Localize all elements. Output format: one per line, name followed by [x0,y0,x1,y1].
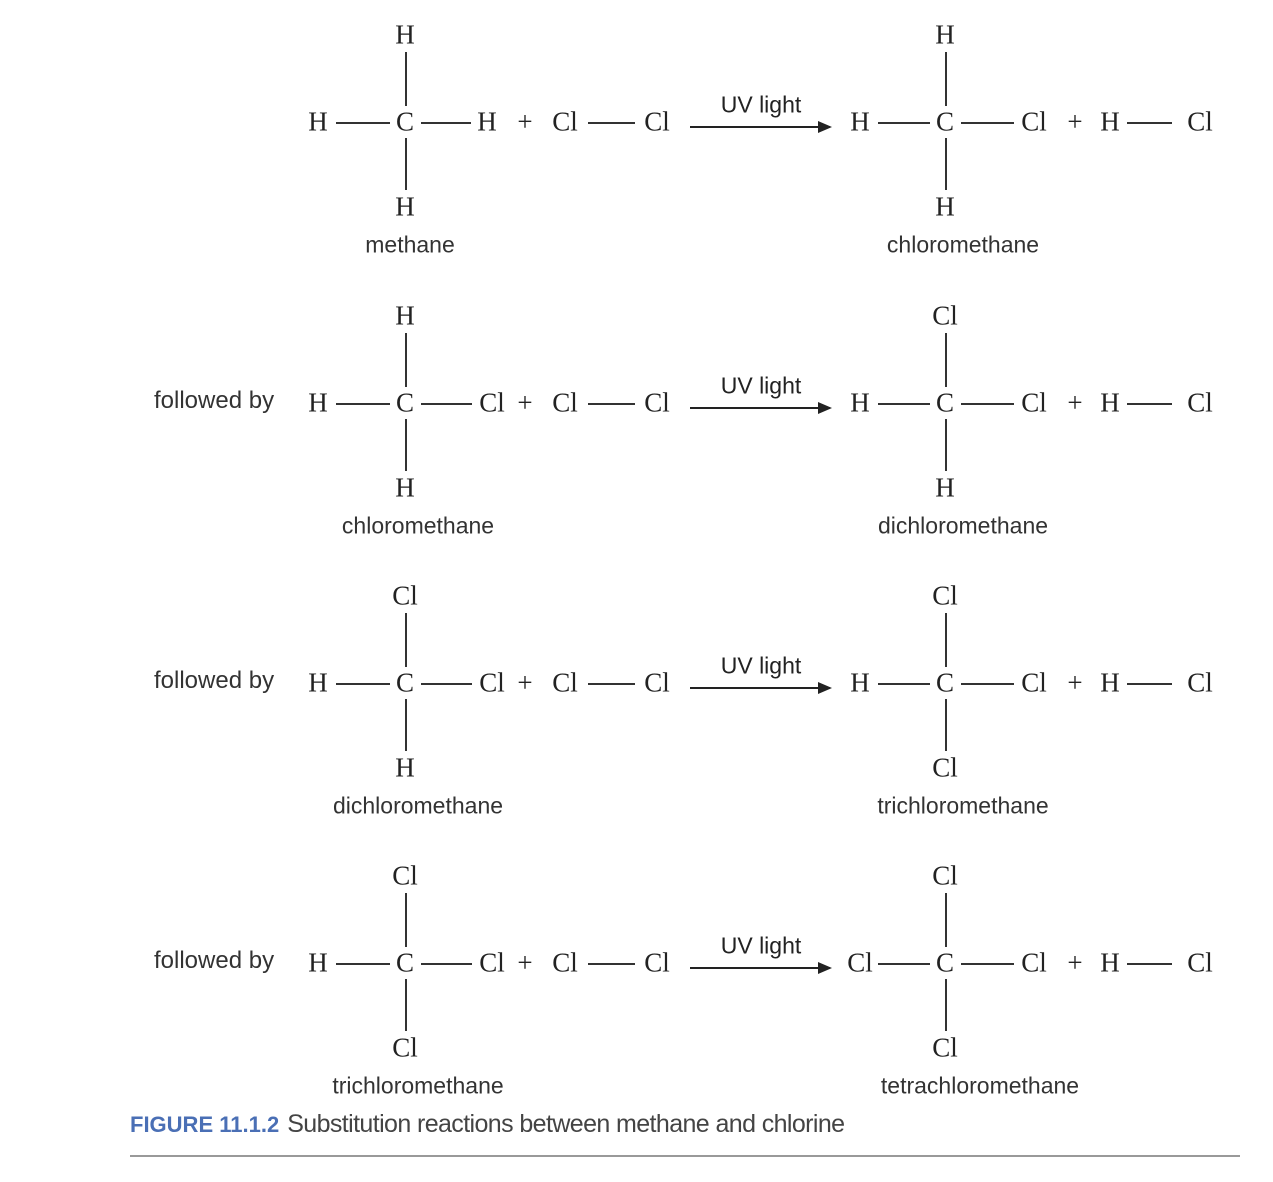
bond [588,963,635,965]
bond [1127,683,1172,685]
bond [336,403,390,405]
atom-bottom: Cl [932,1032,958,1063]
condition-label: UV light [720,652,802,679]
divider [130,1155,1240,1157]
molecule-name: tetrachloromethane [880,1072,1080,1099]
atom-top: Cl [932,860,958,891]
atom-right: H [477,106,497,137]
atom-left: H [850,106,870,137]
bond [588,122,635,124]
condition-label: UV light [720,91,802,118]
atom-top: Cl [392,580,418,611]
bond [945,613,947,667]
bond [961,683,1014,685]
bond [945,333,947,387]
bond [405,333,407,387]
bond [405,613,407,667]
bond [1127,122,1172,124]
atom-top: Cl [392,860,418,891]
molecule-name: dichloromethane [332,792,504,819]
atom-center: C [935,667,955,698]
atom-right: Cl [1021,106,1047,137]
bond [1127,963,1172,965]
bond [405,52,407,106]
plus-sign: + [517,387,533,418]
byproduct-atom: H [1100,947,1120,978]
atom-bottom: H [395,472,415,503]
bond [336,963,390,965]
atom-top: Cl [932,300,958,331]
reaction-arrow [690,687,830,689]
bond [961,403,1014,405]
bond [945,52,947,106]
reagent-atom: Cl [644,387,670,418]
atom-left: H [850,387,870,418]
byproduct-atom: H [1100,387,1120,418]
atom-right: Cl [1021,387,1047,418]
bond [945,699,947,751]
reaction-arrow [690,407,830,409]
prefix-text: followed by [154,387,275,414]
bond [405,979,407,1031]
atom-left: H [308,106,328,137]
bond [961,122,1014,124]
bond [405,138,407,190]
plus-sign: + [517,667,533,698]
condition-label: UV light [720,372,802,399]
figure-caption-text: Substitution reactions between methane and chlorine [287,1110,845,1138]
atom-left: H [308,667,328,698]
figure-caption [130,1110,844,1139]
atom-bottom: H [395,191,415,222]
bond [421,683,472,685]
molecule-name: trichloromethane [877,792,1049,819]
bond [336,683,390,685]
atom-left: H [850,667,870,698]
byproduct-atom: H [1100,106,1120,137]
bond [945,979,947,1031]
plus-sign: + [1067,387,1083,418]
atom-top: H [395,19,415,50]
atom-bottom: H [935,191,955,222]
byproduct-atom: Cl [1187,947,1213,978]
byproduct-atom: Cl [1187,667,1213,698]
bond [945,893,947,947]
plus-sign: + [1067,667,1083,698]
molecule-name: methane [365,231,455,258]
atom-center: C [395,947,415,978]
reagent-atom: Cl [552,667,578,698]
atom-bottom: H [935,472,955,503]
atom-right: Cl [1021,947,1047,978]
atom-left: H [308,387,328,418]
reagent-atom: Cl [552,947,578,978]
atom-bottom: Cl [932,752,958,783]
bond [336,122,390,124]
bond [421,122,471,124]
bond [945,419,947,471]
plus-sign: + [517,106,533,137]
atom-top: H [395,300,415,331]
atom-right: Cl [479,387,505,418]
condition-label: UV light [720,932,802,959]
figure-label: FIGURE 11.1.2 [130,1112,280,1137]
atom-center: C [395,667,415,698]
atom-center: C [395,387,415,418]
atom-bottom: Cl [392,1032,418,1063]
prefix-text: followed by [154,947,275,974]
prefix-text: followed by [154,667,275,694]
molecule-name: chloromethane [886,231,1040,258]
atom-right: Cl [1021,667,1047,698]
atom-top: H [935,19,955,50]
bond [421,963,472,965]
reagent-atom: Cl [644,947,670,978]
bond [878,403,930,405]
plus-sign: + [517,947,533,978]
atom-left: H [308,947,328,978]
bond [878,122,930,124]
reagent-atom: Cl [644,106,670,137]
molecule-name: dichloromethane [877,512,1049,539]
reaction-arrow [690,126,830,128]
atom-right: Cl [479,667,505,698]
molecule-name: chloromethane [341,512,495,539]
atom-center: C [935,106,955,137]
bond [405,893,407,947]
plus-sign: + [1067,947,1083,978]
bond [588,683,635,685]
reaction-arrow [690,967,830,969]
atom-top: Cl [932,580,958,611]
bond [945,138,947,190]
bond [878,683,930,685]
reagent-atom: Cl [552,106,578,137]
plus-sign: + [1067,106,1083,137]
bond [405,699,407,751]
atom-left: Cl [847,947,873,978]
bond [878,963,930,965]
byproduct-atom: Cl [1187,106,1213,137]
bond [421,403,472,405]
reagent-atom: Cl [644,667,670,698]
atom-center: C [935,947,955,978]
bond [588,403,635,405]
bond [405,419,407,471]
atom-center: C [935,387,955,418]
byproduct-atom: Cl [1187,387,1213,418]
atom-center: C [395,106,415,137]
bond [961,963,1014,965]
byproduct-atom: H [1100,667,1120,698]
atom-right: Cl [479,947,505,978]
atom-bottom: H [395,752,415,783]
reagent-atom: Cl [552,387,578,418]
molecule-name: trichloromethane [332,1072,504,1099]
bond [1127,403,1172,405]
